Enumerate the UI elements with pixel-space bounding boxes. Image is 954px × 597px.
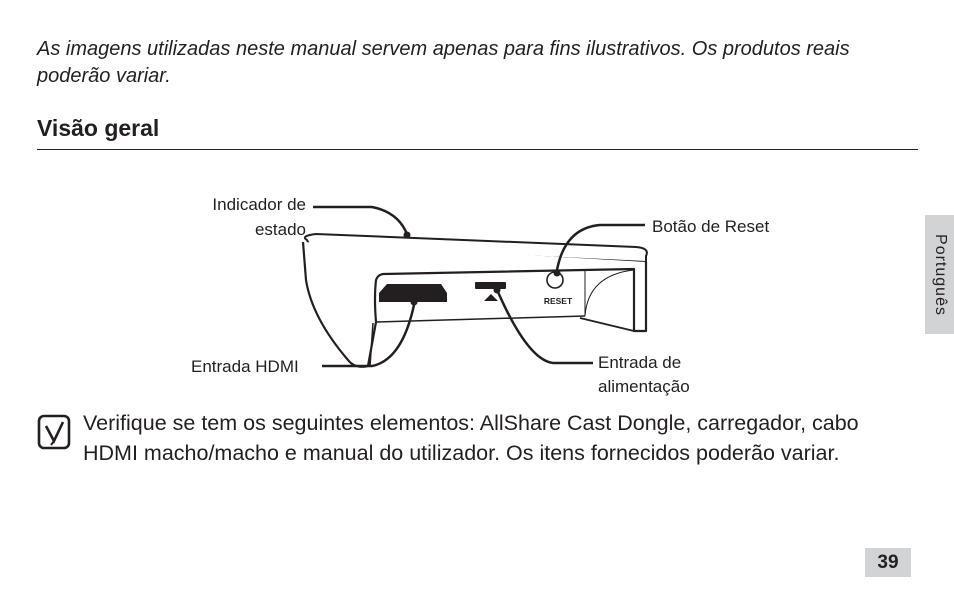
device-body <box>303 242 646 367</box>
port-arrow <box>484 294 498 301</box>
label-power-input-1: Entrada de <box>598 353 682 372</box>
label-status-indicator-1: Indicador de <box>212 195 306 214</box>
callout-status-line <box>313 207 407 234</box>
note-text: Verifique se tem os seguintes elementos: AllShare Cast Dongle, carregador, cabo HDMI macho/macho e manual do utilizador. Os itens fornecidos poderão variar. <box>83 411 859 465</box>
page-number: 39 <box>865 548 911 577</box>
power-port <box>475 282 506 289</box>
disclaimer-text: As imagens utilizadas neste manual servem apenas para fins ilustrativos. Os produtos reais poderão variar. <box>37 38 850 87</box>
language-side-tab <box>925 215 954 334</box>
label-status-indicator-2: estado <box>254 220 306 239</box>
label-power-input-2: alimentação <box>598 377 690 396</box>
device-reset-text: RESET <box>543 296 573 306</box>
label-reset-button: Botão de Reset <box>652 217 770 236</box>
section-title: Visão geral <box>37 115 160 141</box>
label-hdmi-input: Entrada HDMI <box>191 357 299 376</box>
note-pencil-icon <box>37 414 71 450</box>
language-tab-label: Português <box>931 233 949 316</box>
